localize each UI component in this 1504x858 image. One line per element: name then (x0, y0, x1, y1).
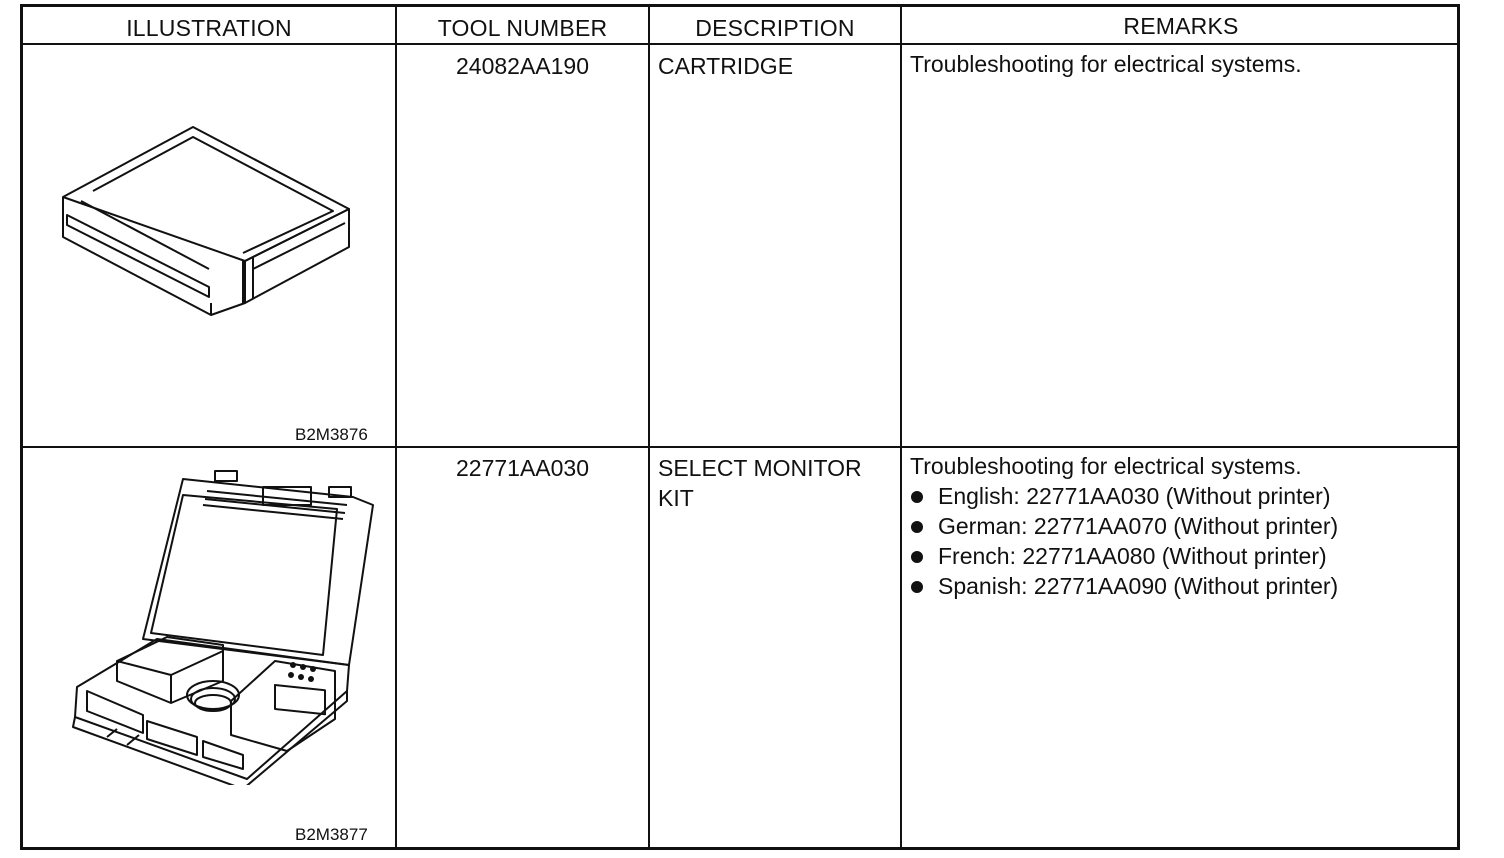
list-item (910, 571, 1450, 601)
list-item-text: English: 22771AA030 (Without printer) (938, 483, 1331, 509)
column-divider (648, 7, 650, 847)
header-description: DESCRIPTION (695, 15, 855, 41)
description-line: KIT (658, 485, 694, 511)
column-divider (900, 7, 902, 847)
description-line: SELECT MONITOR (658, 455, 862, 481)
remarks-cell: Troubleshooting for electrical systems. (910, 51, 1302, 77)
header-tool-number: TOOL NUMBER (437, 15, 608, 41)
bullet-icon (911, 581, 923, 593)
list-item-text: Spanish: 22771AA090 (Without printer) (938, 573, 1339, 599)
list-item (910, 481, 1450, 511)
bullet-icon (911, 521, 923, 533)
figure-code: B2M3877 (295, 825, 368, 844)
bullet-icon (911, 491, 923, 503)
row-divider (23, 446, 1457, 448)
remarks-cell (910, 451, 1450, 601)
tool-number-cell: 24082AA190 (455, 53, 589, 79)
header-illustration: ILLUSTRATION (126, 15, 292, 41)
bullet-icon (911, 551, 923, 563)
description-cell: CARTRIDGE (658, 53, 794, 79)
tool-number-cell: 22771AA030 (455, 455, 589, 481)
list-item (910, 511, 1450, 541)
select-monitor-kit-illustration (47, 465, 377, 785)
cartridge-illustration (53, 119, 353, 319)
list-item (910, 541, 1450, 571)
list-item-text: German: 22771AA070 (Without printer) (938, 513, 1339, 539)
language-list (910, 481, 1450, 601)
list-item-text: French: 22771AA080 (Without printer) (938, 543, 1327, 569)
special-tools-table (20, 4, 1460, 850)
remarks-text: Troubleshooting for electrical systems. (910, 453, 1302, 479)
figure-code: B2M3876 (295, 425, 368, 444)
column-divider (395, 7, 397, 847)
description-cell (658, 453, 894, 513)
header-remarks: REMARKS (1123, 13, 1239, 39)
